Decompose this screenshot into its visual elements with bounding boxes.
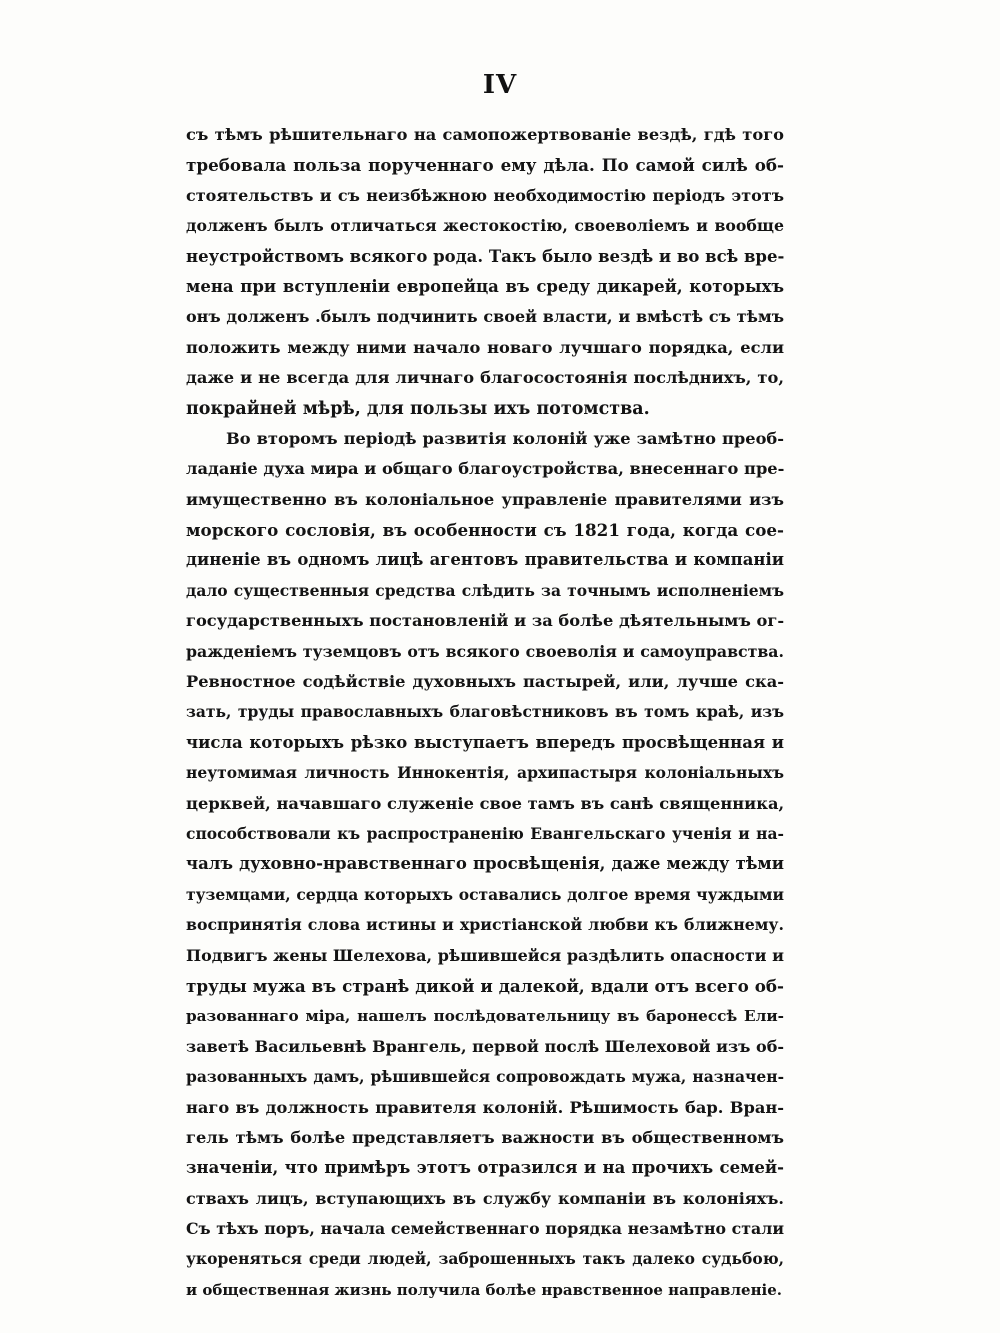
text-line: морского сословія, въ особенности съ 1821 года, когда сое- [186, 520, 784, 541]
text-line: требовала польза порученнаго ему дѣла. По самой силѣ об- [186, 155, 784, 176]
text-line: онъ долженъ .былъ подчинить своей власти, и вмѣстѣ съ тѣмъ [186, 307, 784, 327]
text-line: съ тѣмъ рѣшительнаго на самопожертвованіе вездѣ, гдѣ того [186, 125, 784, 144]
text-line: заветѣ Васильевнѣ Врангель, первой послѣ Шелеховой изъ об- [186, 1036, 784, 1056]
text-line: зать, труды православныхъ благовѣстниковъ въ томъ краѣ, изъ [186, 702, 784, 722]
text-line: Подвигъ жены Шелехова, рѣшившейся раздѣлить опасности и [186, 945, 784, 965]
text-line: ладаніе духа мира и общаго благоустройства, внесеннаго пре- [186, 459, 784, 479]
text-line: государственныхъ постановленій и за болѣе дѣятельнымъ ог- [186, 611, 784, 631]
text-line: покрайней мѣрѣ, для пользы ихъ потомства. [186, 398, 650, 419]
text-line: труды мужа въ странѣ дикой и далекой, вдали отъ всего об- [186, 975, 784, 996]
text-line: неустройствомъ всякого рода. Такъ было вездѣ и во всѣ вре- [186, 246, 784, 266]
text-line: имущественно въ колоніальное управленіе правителями изъ [186, 489, 784, 509]
text-line: ствахъ лицъ, вступающихъ въ службу компаніи въ колоніяхъ. [186, 1188, 784, 1208]
text-line: диненіе въ одномъ лицѣ агентовъ правительства и компаніи [186, 550, 784, 570]
text-line: чалъ духовно-нравственнаго просвѣщенія, даже между тѣми [186, 854, 784, 874]
text-line: способствовали къ распространенію Евангельскаго ученія и на- [186, 823, 784, 843]
text-line: разованнаго міра, нашелъ послѣдовательницу въ баронессѣ Ели- [186, 1007, 784, 1026]
text-line: долженъ былъ отличаться жестокостію, своеволіемъ и вообще [186, 216, 784, 236]
page-number: IV [482, 70, 518, 100]
text-line: даже и не всегда для личнаго благосостоянія послѣднихъ, то, [186, 368, 784, 388]
text-line: воспринятія слова истины и христіанской любви къ ближнему. [186, 915, 784, 935]
text-line: значеніи, что примѣръ этотъ отразился и на прочихъ семей- [186, 1158, 784, 1178]
text-line: Во второмъ періодѣ развитія колоній уже замѣтно преоб- [226, 428, 784, 448]
text-line: церквей, начавшаго служеніе свое тамъ въ санѣ священника, [186, 793, 784, 813]
text-line: стоятельствъ и съ неизбѣжною необходимостію періодъ этотъ [186, 185, 784, 205]
text-line: разованныхъ дамъ, рѣшившейся сопровождать мужа, назначен- [186, 1067, 784, 1087]
text-line: числа которыхъ рѣзко выступаетъ впередъ просвѣщенная и [186, 732, 784, 752]
text-line: дало существенныя средства слѣдить за точнымъ исполненіемъ [186, 580, 784, 600]
body-text [186, 120, 784, 1305]
text-line: ражденіемъ туземцовъ отъ всякого своеволія и самоуправства. [186, 641, 784, 661]
text-line: и общественная жизнь получила болѣе нравственное направленіе. [186, 1280, 783, 1299]
text-line: мена при вступленіи европейца въ среду дикарей, которыхъ [186, 276, 784, 296]
text-line: неутомимая личность Иннокентія, архипастыря колоніальныхъ [186, 763, 784, 783]
text-line: Съ тѣхъ поръ, начала семейственнаго порядка незамѣтно стали [186, 1219, 784, 1239]
text-line: Ревностное содѣйствіе духовныхъ пастырей, или, лучше ска- [186, 672, 784, 692]
text-line: гель тѣмъ болѣе представляетъ важности въ общественномъ [186, 1127, 784, 1147]
text-line: туземцами, сердца которыхъ оставались долгое время чуждыми [186, 884, 784, 904]
text-line: укореняться среди людей, заброшенныхъ такъ далеко судьбою, [186, 1249, 784, 1269]
text-line: наго въ должность правителя колоній. Рѣшимость бар. Вран- [186, 1097, 784, 1117]
text-line: положить между ними начало новаго лучшаго порядка, если [186, 337, 784, 357]
